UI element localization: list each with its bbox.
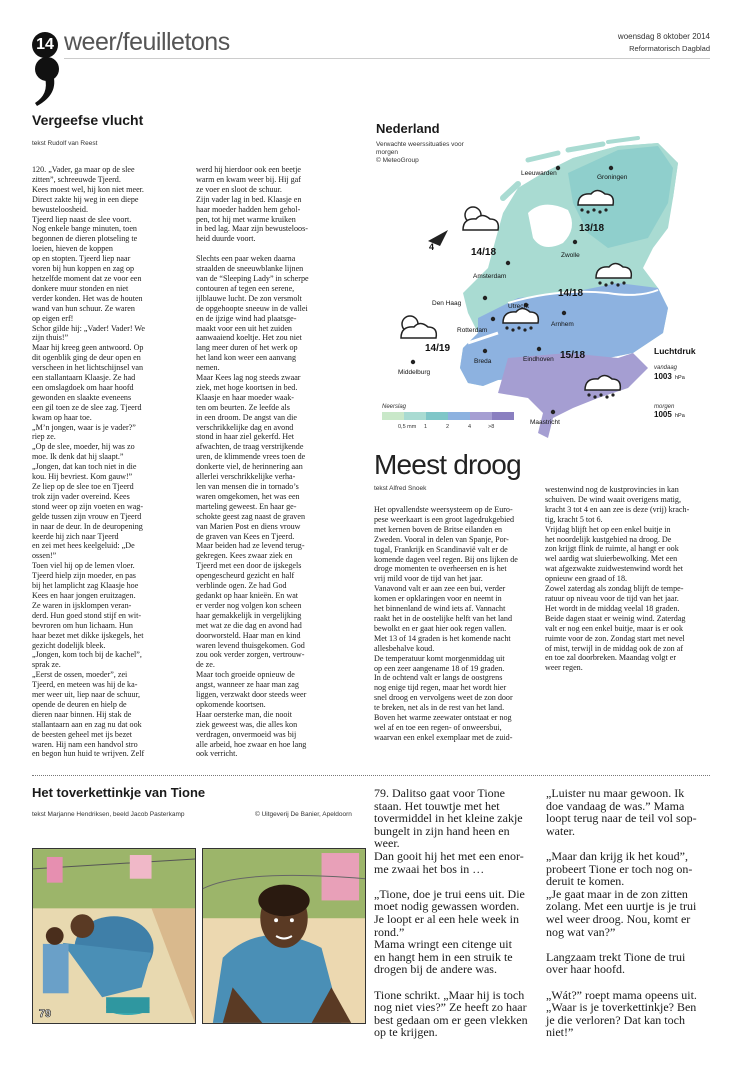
pressure-unit: hPa xyxy=(675,375,685,381)
city-label: Den Haag xyxy=(432,300,462,307)
section-separator xyxy=(32,775,710,776)
comma-logo-icon xyxy=(33,56,61,108)
legend-tick: 4 xyxy=(468,424,472,430)
temperature-label: 14/19 xyxy=(425,343,451,354)
pressure-label-today: vandaag xyxy=(654,365,678,371)
weather-story-byline: tekst Alfred Snoek xyxy=(374,485,427,492)
pressure-label-tomorrow: morgen xyxy=(654,404,675,410)
city-label: Breda xyxy=(474,358,492,365)
city-label: Rotterdam xyxy=(457,327,488,334)
city-label: Amsterdam xyxy=(473,273,507,280)
header-paper-name: Reformatorisch Dagblad xyxy=(629,44,710,53)
legend-tick: 2 xyxy=(446,424,450,430)
section-title: weer/feuilletons xyxy=(64,28,230,56)
legend-tick: 0,5 mm xyxy=(398,424,417,430)
city-label: Groningen xyxy=(597,174,628,181)
wind-force-label: 4 xyxy=(429,242,435,252)
weather-map xyxy=(368,118,713,448)
weather-story-column-1: Het opvallendste weersysteem op de Euro- pese weerkaart is een groot lagedrukgebied met kernen boven de Britse eilanden en Zweden. Vooral in delen van Spanje, Por- tugal, Frankrijk en Scandinavië valt er de komende dagen veel regen. Bij ons lijken de droge momenten te overheersen en is het vrij mild voor de tijd van het jaar. Vanavond valt er aan zee een bui, verder komen er opklaringen voor en neemt in het binnenland de wind iets af. Vannacht raakt het in de oostelijke helft van het land bewolkt en er gaat hier ook regen vallen. Met 13 of 14 graden is het komende nacht allesbehalve koud. De temperatuur komt morgenmiddag uit op een zeer aangename 18 of 19 graden. In de ochtend valt er langs de oostgrens nog enige tijd regen, maar het wordt hier snel droog en vervolgens weet de zon door te breken, net als in de rest van het land. Boven het warme zeewater ontstaat er nog wel af en toe een regen- of onweersbui, waarvan een enkel exemplaar met de zuid- xyxy=(374,505,518,742)
kids-story-column-2: „Luister nu maar gewoon. Ik doe vandaag de was.” Mama loopt terug naar de teil vol sop- water. „Maar dan krijg ik het koud”, probeert Tione er toch nog on- deruit te komen. „Je gaat maar in de zon zitten zolang. Met een uurtje is je trui wel weer droog. Nou, komt er nog wat van?” Langzaam trekt Tione de trui over haar hoofd. „Wát?” roept mama opeens uit. „Waar is je toverkettinkje? Ben je die verloren? Dat kan toch niet!” xyxy=(546,786,697,1040)
pressure-value-tomorrow: 1005 xyxy=(654,410,672,419)
weather-story-column-2: westenwind nog de kustprovincies in kan schuiven. De wind waait overigens matig, kracht 3 tot 4 en aan zee is deze (vrij) krach- tig, kracht 5 tot 6. Vrijdag blijft het op een enkel buitje in het noordelijk kustgebied na droog. De zon krijgt flink de ruimte, al hangt er ook wel aardig wat sluierbewolking. Met een wat afgezwakte zuidwestenwind wordt het opnieuw een graad of 18. Zowel zaterdag als zondag blijft de tempe- ratuur op niveau voor de tijd van het jaar. Het wordt in de middag veelal 18 graden. Beide dagen staat er weinig wind. Zaterdag valt er nog een enkel buitje, maar is er ook ruimte voor de zon. Zondag start met nevel of mist, terwijl in de middag ook de zon af en toe zal doorbreken. Maandag volgt er weer regen. xyxy=(545,485,690,673)
city-label: Eindhoven xyxy=(523,356,554,363)
header-date: woensdag 8 oktober 2014 xyxy=(617,32,710,41)
kids-story-copyright: © Uitgeverij De Banier, Apeldoorn xyxy=(255,811,352,818)
city-label: Arnhem xyxy=(551,321,574,328)
page-number: 14 xyxy=(32,32,58,58)
comic-panel-2 xyxy=(202,848,366,1024)
weather-story-title: Meest droog xyxy=(374,449,521,480)
temperature-label: 13/18 xyxy=(579,223,605,234)
story-byline: tekst Rudolf van Reest xyxy=(32,140,98,147)
svg-text:79: 79 xyxy=(38,1008,52,1020)
map-title: Nederland xyxy=(376,121,440,136)
map-subtitle: Verwachte weerssituaties voor morgen © MeteoGroup xyxy=(376,141,464,164)
legend-tick: 1 xyxy=(424,424,428,430)
city-label: Utrecht xyxy=(508,303,529,310)
kids-story-byline: tekst Marjanne Hendriksen, beeld Jacob Pasterkamp xyxy=(32,811,185,818)
pressure-unit: hPa xyxy=(675,413,685,419)
kids-story-column-1: 79. Dalitso gaat voor Tione staan. Het touwtje met het tovermiddel in het kleine zakje bungelt in zijn hand heen en weer. Dan gooit hij het met een enor- me zwaai het bos in … „Tione, doe je trui eens uit. Die moet nodig gewassen worden. Je loopt er al een hele week in rond.” Mama wringt een citenge uit en hangt hem in een struik te drogen bij de andere was. Tione schrikt. „Maar hij is toch nog niet vies?” Ze heeft zo haar best gedaan om er geen vlekken op te krijgen. xyxy=(374,786,528,1040)
temperature-label: 14/18 xyxy=(558,288,584,299)
story-title: Vergeefse vlucht xyxy=(32,112,144,128)
temperature-label: 15/18 xyxy=(560,350,586,361)
city-label: Middelburg xyxy=(398,369,431,376)
city-label: Zwolle xyxy=(561,252,580,259)
legend-title: Neerslag xyxy=(382,404,407,410)
kids-story-title: Het toverkettinkje van Tione xyxy=(32,785,206,800)
temperature-label: 14/18 xyxy=(471,247,497,258)
story-column-2: werd hij hierdoor ook een beetje warm en kwam weer bij. Hij gaf ze voer en sloot de schuur. Zijn vader lag in bed. Klaasje en haar moeder hadden hem gehol- pen, tot hij met warme kruiken in bed lag. Maar zijn bewusteloos- heid duurde voort. Slechts een paar weken daarna straalden de sneeuwblanke lijnen van de “Sleeping Lady” in scherpe contouren af tegen een serene, ijlblauwe lucht. De zon versmolt de opgehoopte sneeuw in de vallei en de ijzige wind had plaatsge- maakt voor een uit het zuiden aanwaaiend koeltje. Het zou niet lang meer duren of het werk op het land kon weer een aanvang nemen. Maar Kees lag nog steeds zwaar ziek, met hoge koortsen in bed. Klaasje en haar moeder waak- ten om beurten. Ze leefde als in een droom. De angst van die verschrikkelijke dag en avond stond in haar ziel gekerfd. Het afwachten, de traag verstrijkende uren, de klimmende vrees toen de donkerte viel, de herinnering aan allerlei verschrikkelijke verha- len van mensen die in tornado’s waren omgekomen, het was een marteling geweest. En haar ge- schokte geest zag naast de graven van Marien Post en diens vrouw de graven van Kees en Tjeerd. Maar beiden had ze levend terug- gekregen. Kees zwaar ziek en Tjeerd met een door de ijskegels opengescheurd gezicht en half verblinde ogen. Ze had God gedankt op haar knieën. En wat er verder nog volgen kon scheen haar gemakkelijk in vergelijking met wat ze die dag en avond had doorworsteld. Haar man en kind waren levend thuisgekomen. God zou ook verder zorgen, vertrouw- de ze. Maar toch groeide opnieuw de angst, wanneer ze haar man zag liggen, verzwakt door steeds weer opkomende koortsen. Haar oersterke man, die nooit ziek geweest was, die alles kon verdragen, onvermoeid was bij alle arbeid, hoe zwaar en hoe lang ook verricht. xyxy=(196,165,309,759)
pressure-title: Luchtdruk xyxy=(654,346,696,356)
header-rule xyxy=(64,58,710,59)
comic-panel-1 xyxy=(32,848,196,1024)
story-column-1: 120. „Vader, ga maar op de slee zitten”, schreeuwde Tjeerd. Kees moest wel, hij kon niet meer. Direct zakte hij weg in een diepe bewusteloosheid. Tjeerd liep naast de slee voort. Nog enkele bange minuten, toen begonnen de dieren plotseling te loeien, hieven de koppen op en stopten. Tjeerd liep naar voren bij hun koppen en zag op hetzelfde moment dat ze voor een donkere muur stonden en niet verder konden. Het was de houten wand van hun schuur. Ze waren op eigen erf! Schor gilde hij: „Vader! Vader! We zijn thuis!” Maar hij kreeg geen antwoord. Op dit ogenblik ging de deur open en verscheen in het lichtschijnsel van een stallantaarn Klaasje. Ze had een omslagdoek om haar hoofd gewonden en slaakte eveneens een gil toen ze de slee zag. Tjeerd kwam op haar toe. „M’n jongen, waar is je vader?” riep ze. „Op de slee, moeder, hij was zo moe. Ik denk dat hij slaapt.” „Jongen, dat kan toch niet in die kou. Hij bevriest. Kom gauw!” Ze liep op de slee toe en Tjeerd trok zijn vader overeind. Kees stond weer op zijn voeten en wag- gelde tussen zijn vrouw en Tjeerd in naar de deur. In de deuropening keerde hij zich naar Tjeerd en zei met hees keelgeluid: „De ossen!” Toen viel hij op de lemen vloer. Tjeerd hielp zijn moeder, en pas bij het lamplicht zag Klaasje hoe Kees en haar jongen eruitzagen. Ze waren in ijsklompen veran- derd. Hun goed stond stijf en wit- bevroren om hun lichaam. Hun haar bezet met dikke ijskegels, het gezicht dodelijk bleek. „Jongen, kom toch bij de kachel”, sprak ze. „Eerst de ossen, moeder”, zei Tjeerd, en meteen was hij de ka- mer weer uit, liep naar de schuur, opende de deuren en hielp de dieren naar binnen. Hij stak de stallantaarn aan en zag nu dat ook de beesten geheel met ijs bezet waren. Hij nam een handvol stro en begon hun huid te wrijven. Zelf xyxy=(32,165,145,759)
city-label: Maastricht xyxy=(530,419,560,426)
pressure-value-today: 1003 xyxy=(654,372,672,381)
legend-tick: >8 xyxy=(488,424,495,430)
city-label: Leeuwarden xyxy=(521,170,557,177)
